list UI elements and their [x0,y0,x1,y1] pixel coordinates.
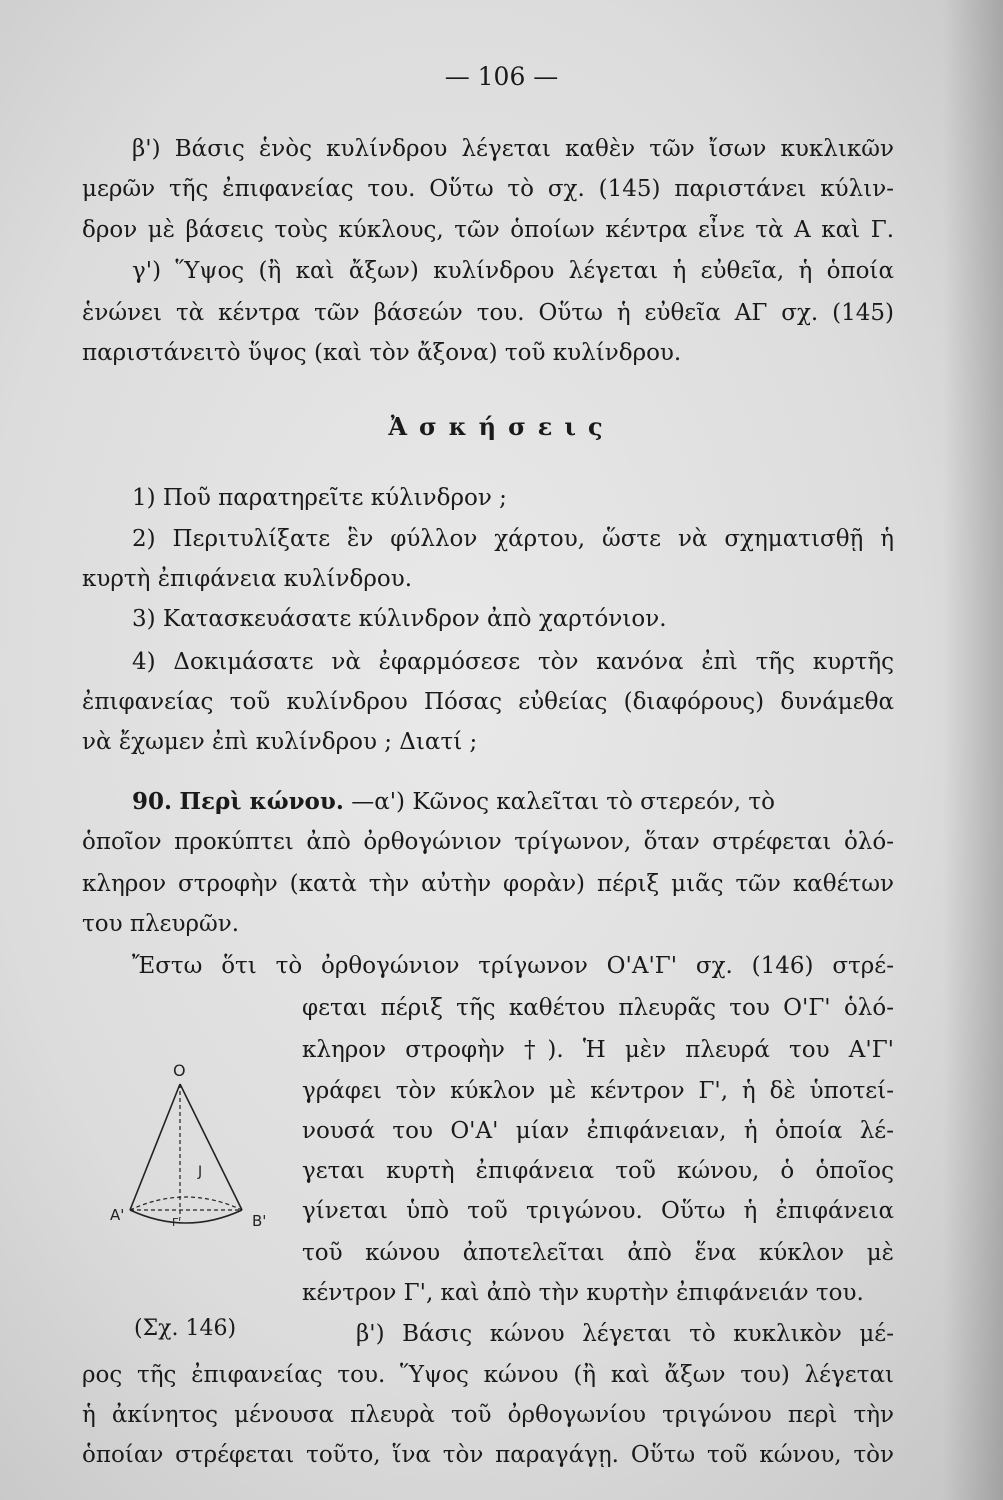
figure-label-right: B' [252,1212,267,1230]
exercise-item: 2) Περιτυλίξατε ἓν φύλλον χάρτου, ὥστε νὰ σχηματισθῇ ἡ [132,526,894,552]
exercise-item: 1) Ποῦ παρατηρεῖτε κύλινδρον ; [132,485,507,511]
text-line: γράφει τὸν κύκλον μὲ κέντρον Γ', ἡ δὲ ὑποτεί- [302,1078,894,1104]
exercise-item: κυρτὴ ἐπιφάνεια κυλίνδρου. [82,566,413,592]
page-number: — 106 — [444,62,559,91]
figure-caption: (Σχ. 146) [134,1316,237,1341]
text-line: γίνεται ὑπὸ τοῦ τριγώνου. Οὕτω ἡ ἐπιφάνεια [302,1198,894,1224]
section-heading-line [132,784,894,820]
text-line: του πλευρῶν. [82,911,240,937]
text-line: ρος τῆς ἐπιφανείας του. Ὕψος κώνου (ἢ καὶ ἄξων του) λέγεται [82,1362,894,1388]
figure-label-apex: O [173,1061,186,1080]
text-line: ἑνώνει τὰ κέντρα τῶν βάσεών του. Οὕτω ἡ εὐθεῖα ΑΓ σχ. (145) [82,300,894,326]
section-number: 90. [132,788,173,815]
text-line: β') Βάσις κώνου λέγεται τὸ κυκλικὸν μέ- [356,1321,894,1347]
text-line: φεται πέριξ τῆς καθέτου πλευρᾶς του Ο'Γ' ὁλό- [302,995,894,1021]
text-line: ὁποῖον προκύπτει ἀπὸ ὀρθογώνιον τρίγωνον, ὅταν στρέφεται ὁλό- [82,829,894,855]
section-text: —α') Κῶνος καλεῖται τὸ στερεόν, τὸ [351,789,775,815]
figure-label-left: A' [110,1206,125,1224]
text-line: νουσά του Ο'Α' μίαν ἐπιφάνειαν, ἡ ὁποία λέ- [302,1118,894,1144]
section-title: Περὶ κώνου. [179,788,344,815]
text-line: κέντρον Γ', καὶ ἀπὸ τὴν κυρτὴν ἐπιφάνειάν του. [302,1280,864,1306]
text-line: ὁποίαν στρέφεται τοῦτο, ἵνα τὸν παραγάγῃ. Οὕτω τοῦ κώνου, τὸν [82,1442,894,1468]
text-line: μερῶν τῆς ἐπιφανείας του. Οὕτω τὸ σχ. (145) παριστάνει κύλιν- [82,176,894,202]
exercise-item: νὰ ἔχωμεν ἐπὶ κυλίνδρου ; Διατί ; [82,729,478,755]
text-line: γεται κυρτὴ ἐπιφάνεια τοῦ κώνου, ὁ ὁποῖος [302,1158,894,1184]
text-line: κληρον στροφὴν †). Ἡ μὲν πλευρά του Α'Γ' [302,1037,894,1063]
text-line: β') Βάσις ἑνὸς κυλίνδρου λέγεται καθὲν τῶν ἴσων κυκλικῶν [132,136,894,162]
text-line: ἡ ἀκίνητος μένουσα πλευρὰ τοῦ ὀρθογωνίου τριγώνου περὶ τὴν [82,1402,894,1428]
figure-label-base: Γ' [172,1216,182,1229]
text-line: δρον μὲ βάσεις τοὺς κύκλους, τῶν ὁποίων κέντρα εἶνε τὰ Α καὶ Γ. [82,217,894,243]
text-line: παριστάνειτὸ ὕψος (καὶ τὸν ἄξονα) τοῦ κυλίνδρου. [82,340,682,366]
text-line: Ἔστω ὅτι τὸ ὀρθογώνιον τρίγωνον Ο'Α'Γ' σχ. (146) στρέ- [132,953,894,979]
exercise-item: 4) Δοκιμάσατε νὰ ἐφαρμόσεσε τὸν κανόνα ἐπὶ τῆς κυρτῆς [132,649,894,675]
text-line: κληρον στροφὴν (κατὰ τὴν αὐτὴν φορὰν) πέριξ μιᾶς τῶν καθέτων [82,871,894,897]
text-line: τοῦ κώνου ἀποτελεῖται ἀπὸ ἕνα κύκλον μὲ [302,1240,894,1266]
cone-figure [110,1060,290,1260]
exercise-item: 3) Κατασκευάσατε κύλινδρον ἀπὸ χαρτόνιον. [132,606,667,632]
figure-label-center: J [198,1164,203,1180]
exercise-item: ἐπιφανείας τοῦ κυλίνδρου Πόσας εὐθείας (διαφόρους) δυνάμεθα [82,689,894,715]
exercises-heading: Ἀσκήσεις [388,412,615,441]
text-line: γ') Ὕψος (ἢ καὶ ἄξων) κυλίνδρου λέγεται ἡ εὐθεῖα, ἡ ὁποία [132,258,894,284]
